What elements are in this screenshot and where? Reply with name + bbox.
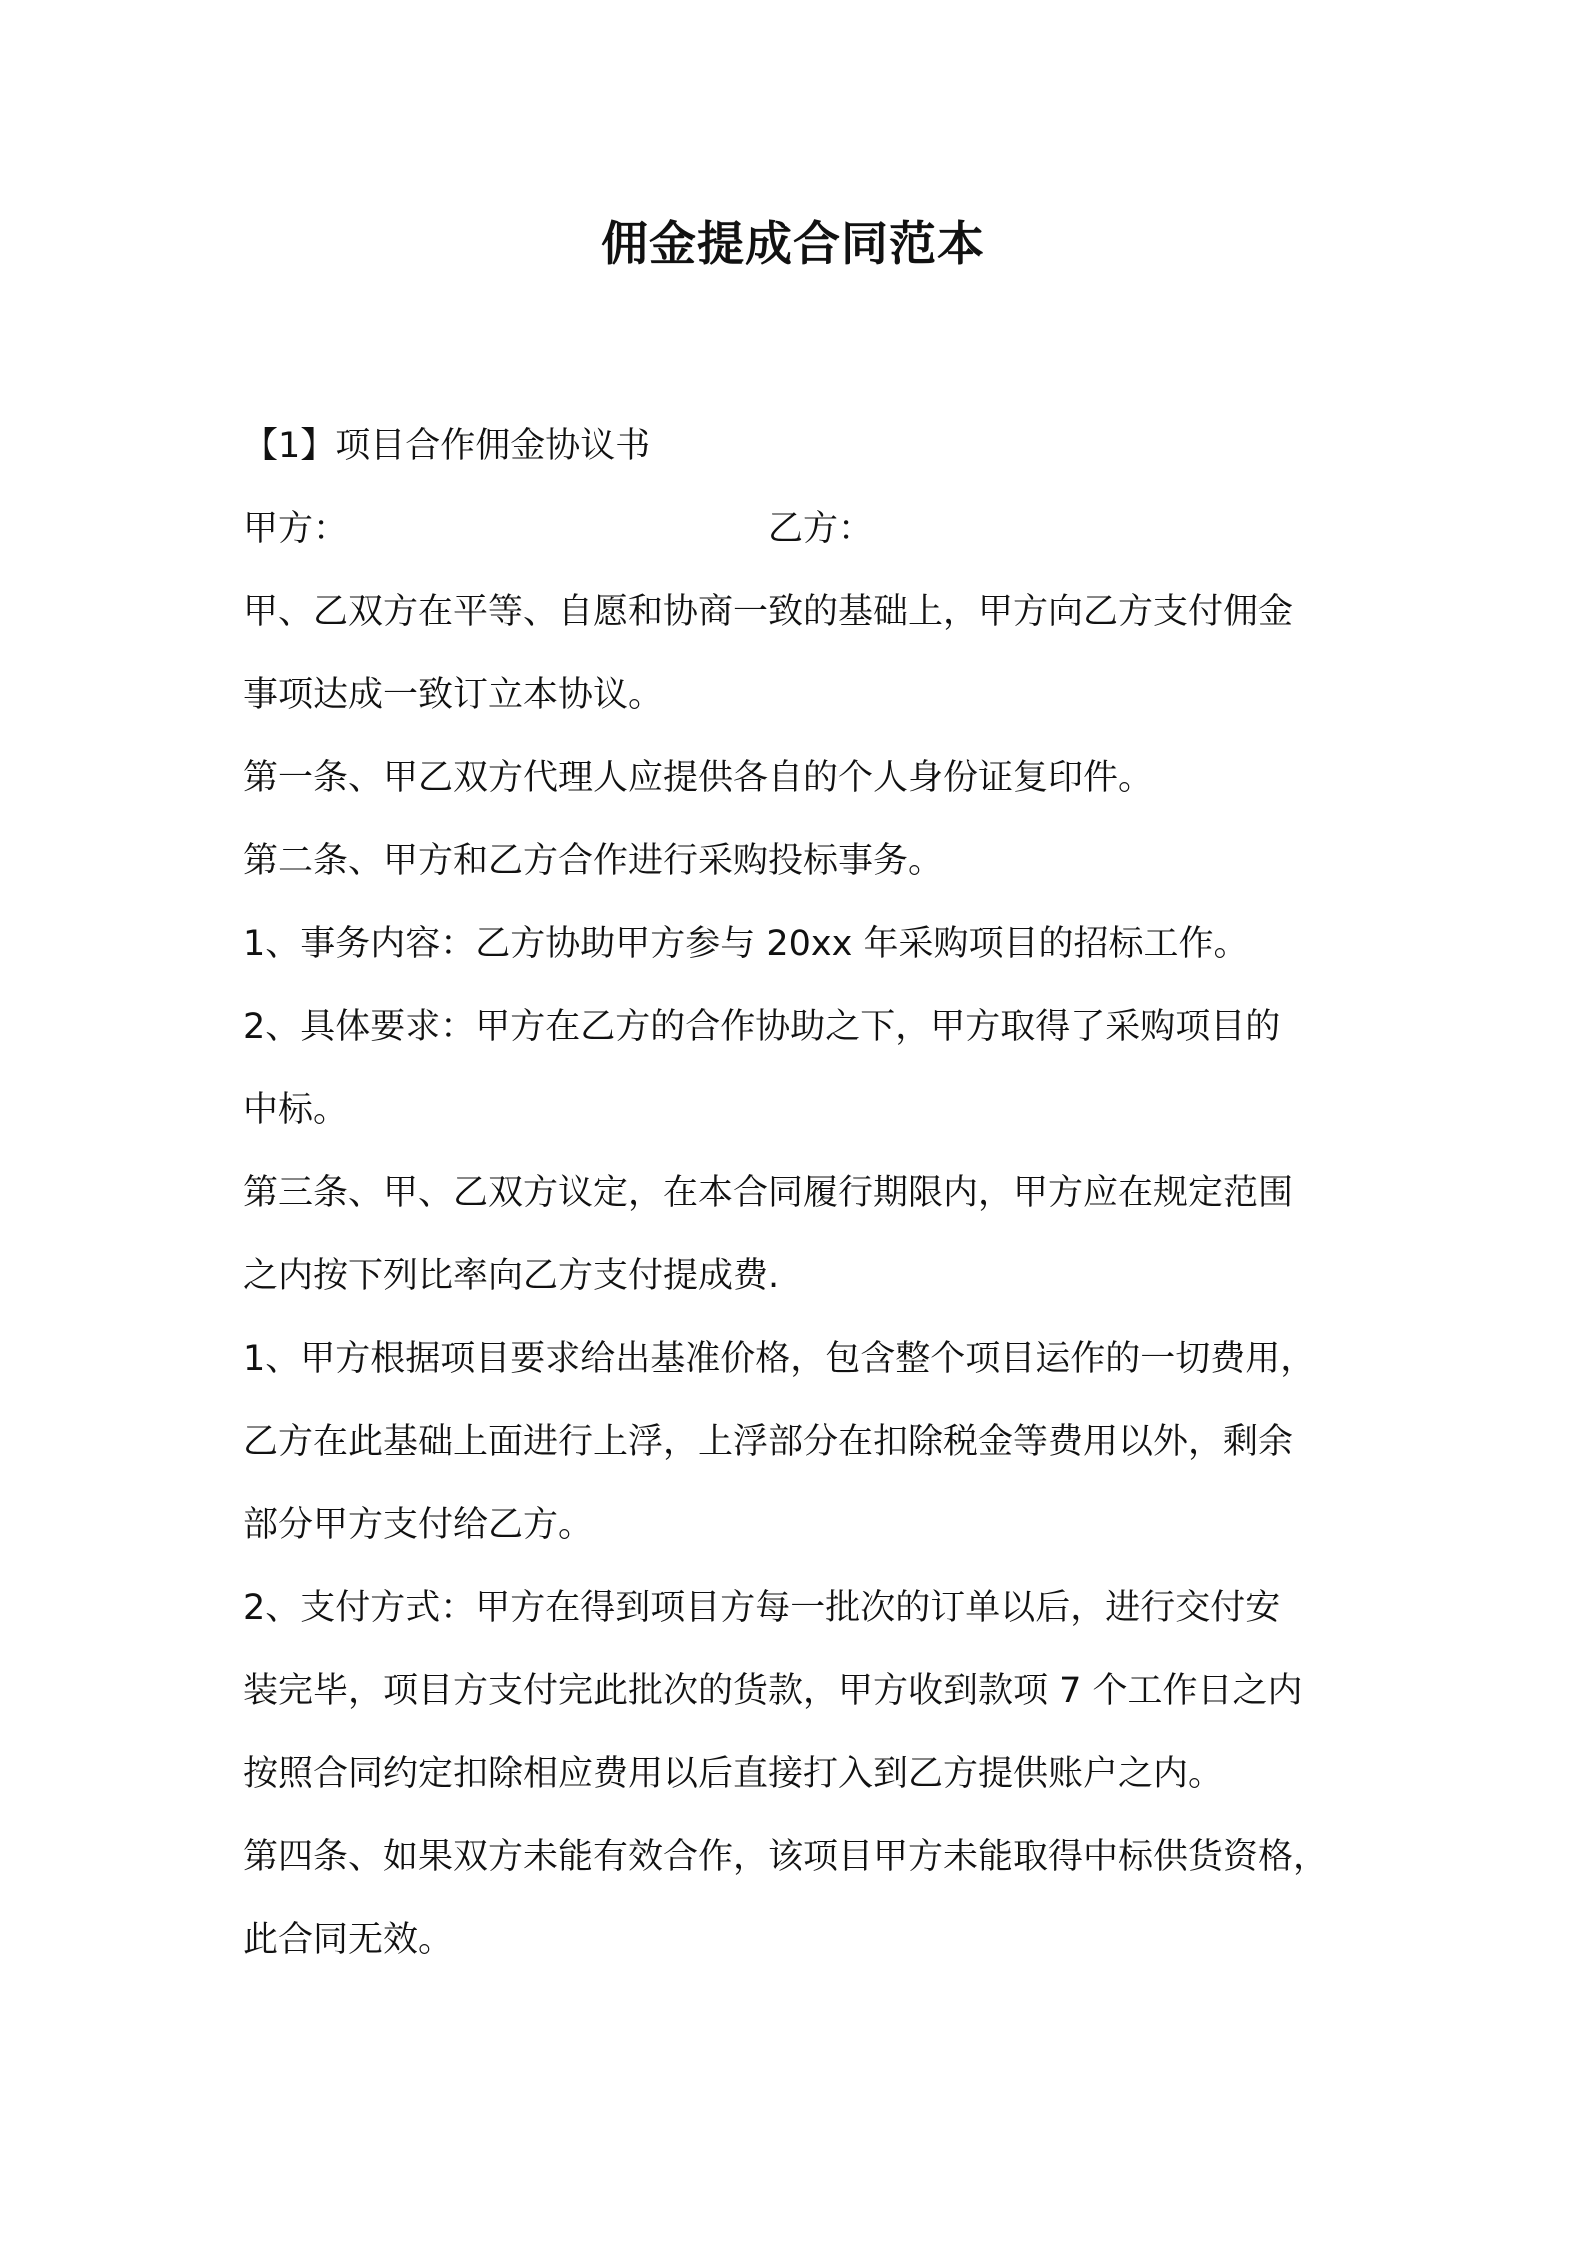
section-heading: 【1】项目合作佣金协议书 [243, 426, 651, 466]
paragraph-line: 中标。 [243, 1090, 349, 1130]
party-a-label: 甲方： [243, 509, 349, 549]
paragraph-line: 此合同无效。 [243, 1920, 454, 1960]
paragraph-line: 装完毕，项目方支付完此批次的货款，甲方收到款项 7 个工作日之内 [243, 1671, 1303, 1711]
paragraph-line: 2、支付方式：甲方在得到项目方每一批次的订单以后，进行交付安 [243, 1588, 1281, 1628]
paragraph-line: 1、事务内容：乙方协助甲方参与 20xx 年采购项目的招标工作。 [243, 924, 1249, 964]
paragraph-line: 甲、乙双方在平等、自愿和协商一致的基础上，甲方向乙方支付佣金 [243, 592, 1294, 632]
paragraph-line: 2、具体要求：甲方在乙方的合作协助之下，甲方取得了采购项目的 [243, 1007, 1281, 1047]
parties-line [243, 488, 1383, 571]
party-b-label: 乙方： [768, 509, 874, 549]
paragraph-line: 乙方在此基础上面进行上浮，上浮部分在扣除税金等费用以外，剩余 [243, 1422, 1294, 1462]
paragraph-line: 第二条、甲方和乙方合作进行采购投标事务。 [243, 841, 944, 881]
paragraph-line: 第一条、甲乙双方代理人应提供各自的个人身份证复印件。 [243, 758, 1154, 798]
paragraph-line: 按照合同约定扣除相应费用以后直接打入到乙方提供账户之内。 [243, 1754, 1224, 1794]
paragraph-line: 第三条、甲、乙双方议定，在本合同履行期限内，甲方应在规定范围 [243, 1173, 1294, 1213]
paragraph-line: 之内按下列比率向乙方支付提成费. [243, 1256, 780, 1296]
document-title: 佣金提成合同范本 [601, 217, 985, 272]
paragraph-line: 1、甲方根据项目要求给出基准价格，包含整个项目运作的一切费用， [243, 1339, 1316, 1379]
paragraph-line: 第四条、如果双方未能有效合作，该项目甲方未能取得中标供货资格， [243, 1837, 1329, 1877]
paragraph-line: 部分甲方支付给乙方。 [243, 1505, 594, 1545]
document-body [243, 405, 1383, 1982]
paragraph-line: 事项达成一致订立本协议。 [243, 675, 664, 715]
